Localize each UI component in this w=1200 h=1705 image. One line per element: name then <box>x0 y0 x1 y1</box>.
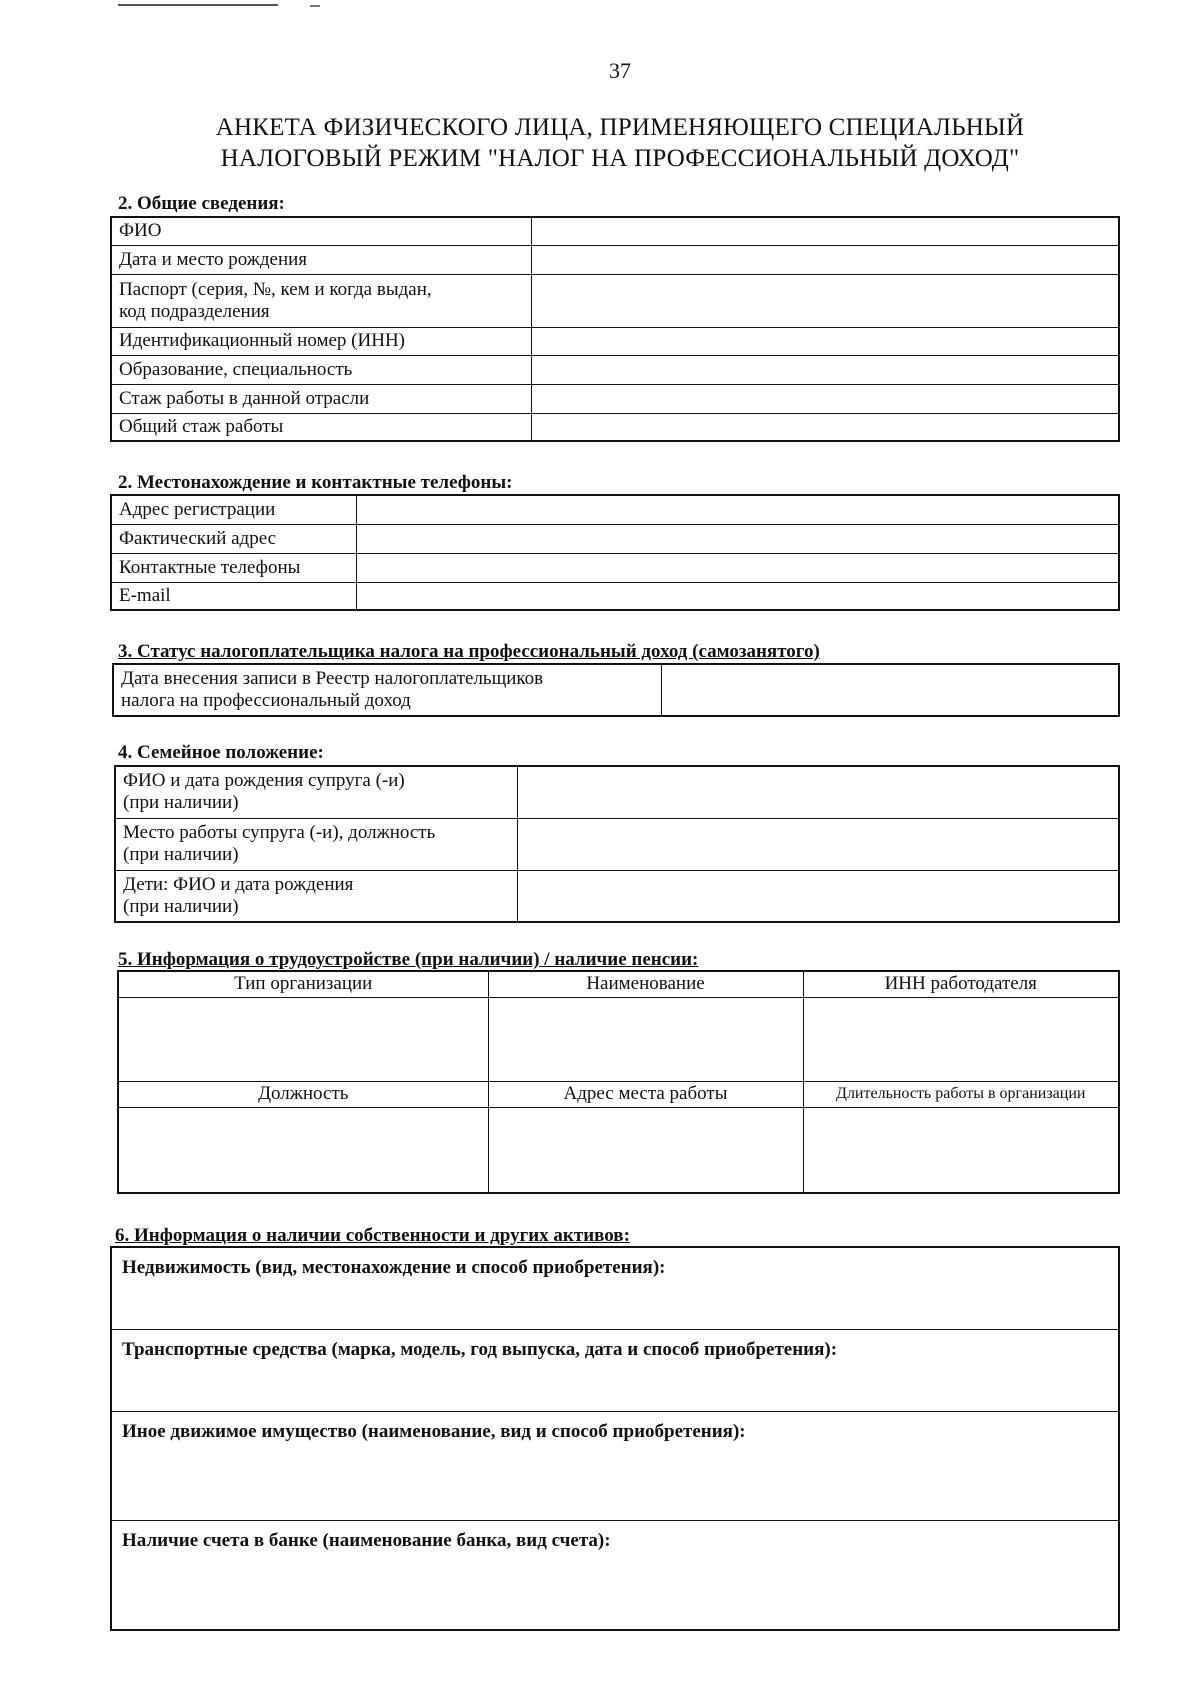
table-row <box>111 1247 1119 1329</box>
field-label: Общий стаж работы <box>111 413 531 441</box>
field-value[interactable] <box>356 524 1119 553</box>
field-label <box>111 274 531 327</box>
table-row <box>111 1520 1119 1630</box>
title-line: НАЛОГОВЫЙ РЕЖИМ "НАЛОГ НА ПРОФЕССИОНАЛЬНЫЙ ДОХОД" <box>220 145 1020 172</box>
page-number: 37 <box>609 58 631 83</box>
section-heading-status: 3. Статус налогоплательщика налога на профессиональный доход (самозанятого) <box>118 641 820 662</box>
field-value[interactable] <box>661 664 1119 716</box>
field-label: Дата и место рождения <box>111 245 531 274</box>
table-row <box>111 355 1119 384</box>
assets-table <box>110 1246 1120 1631</box>
asset-field[interactable]: Иное движимое имущество (наименование, вид и способ приобретения): <box>111 1411 1119 1520</box>
contacts-table <box>110 494 1120 611</box>
title-line: АНКЕТА ФИЗИЧЕСКОГО ЛИЦА, ПРИМЕНЯЮЩЕГО СПЕЦИАЛЬНЫЙ <box>215 114 1025 141</box>
table-row <box>118 1107 1119 1193</box>
column-header: Должность <box>118 1081 488 1107</box>
table-row <box>115 870 1119 922</box>
section-heading-family: 4. Семейное положение: <box>118 742 324 763</box>
table-row <box>111 384 1119 413</box>
field-label-line: Дата внесения записи в Реестр налогоплательщиков <box>121 668 544 689</box>
field-value[interactable] <box>531 355 1119 384</box>
asset-field[interactable]: Недвижимость (вид, местонахождение и способ приобретения): <box>111 1247 1119 1329</box>
field-label <box>115 818 517 870</box>
field-label: Идентификационный номер (ИНН) <box>111 327 531 355</box>
table-header-row <box>118 971 1119 997</box>
document-title <box>0 112 1200 174</box>
field-value[interactable] <box>531 327 1119 355</box>
table-row <box>111 245 1119 274</box>
field-value[interactable] <box>531 217 1119 245</box>
field-label-line: Паспорт (серия, №, кем и когда выдан, <box>119 278 432 300</box>
section-heading-assets: 6. Информация о наличии собственности и других активов: <box>115 1225 630 1246</box>
scan-artifact <box>118 4 278 6</box>
field-label: Фактический адрес <box>111 524 356 553</box>
field-label: Стаж работы в данной отрасли <box>111 384 531 413</box>
general-info-table <box>110 216 1120 442</box>
section-heading-general: 2. Общие сведения: <box>118 193 285 214</box>
field-value[interactable] <box>488 1107 803 1193</box>
table-header-row <box>118 1081 1119 1107</box>
field-value[interactable] <box>531 245 1119 274</box>
table-row <box>111 582 1119 610</box>
table-row <box>111 1329 1119 1411</box>
family-table <box>114 765 1120 923</box>
field-value[interactable] <box>517 766 1119 818</box>
field-label-line: ФИО и дата рождения супруга (-и) <box>123 770 405 792</box>
field-value[interactable] <box>517 870 1119 922</box>
table-row <box>111 524 1119 553</box>
field-value[interactable] <box>118 997 488 1081</box>
field-label-line: код подразделения <box>119 300 270 322</box>
field-value[interactable] <box>803 1107 1119 1193</box>
scan-artifact <box>310 5 320 7</box>
asset-field[interactable]: Наличие счета в банке (наименование банка, вид счета): <box>111 1520 1119 1630</box>
field-value[interactable] <box>517 818 1119 870</box>
asset-field[interactable]: Транспортные средства (марка, модель, год выпуска, дата и способ приобретения): <box>111 1329 1119 1411</box>
table-row <box>118 997 1119 1081</box>
field-value[interactable] <box>531 384 1119 413</box>
field-value[interactable] <box>531 274 1119 327</box>
column-header: Адрес места работы <box>488 1081 803 1107</box>
field-label-line: Место работы супруга (-и), должность <box>123 822 436 843</box>
field-label-line: (при наличии) <box>123 844 239 865</box>
section-heading-employment: 5. Информация о трудоустройстве (при наличии) / наличие пенсии: <box>118 949 699 970</box>
field-label-line: налога на профессиональный доход <box>121 690 411 711</box>
status-table <box>112 663 1120 717</box>
table-row <box>111 413 1119 441</box>
field-label <box>115 766 517 818</box>
table-row <box>111 1411 1119 1520</box>
column-header: Тип организации <box>118 971 488 997</box>
field-label: ФИО <box>111 217 531 245</box>
field-label-line: Дети: ФИО и дата рождения <box>123 873 354 895</box>
column-header: Наименование <box>488 971 803 997</box>
column-header: ИНН работодателя <box>803 971 1119 997</box>
field-value[interactable] <box>356 553 1119 582</box>
field-label <box>113 664 661 716</box>
field-value[interactable] <box>531 413 1119 441</box>
field-label: Адрес регистрации <box>111 495 356 524</box>
field-value[interactable] <box>356 495 1119 524</box>
field-value[interactable] <box>488 997 803 1081</box>
column-header: Длительность работы в организации <box>803 1081 1119 1107</box>
field-label: Образование, специальность <box>111 355 531 384</box>
field-label <box>115 870 517 922</box>
table-row <box>113 664 1119 716</box>
employment-table <box>117 970 1120 1194</box>
table-row <box>115 766 1119 818</box>
table-row <box>111 274 1119 327</box>
field-label-line: (при наличии) <box>123 792 239 814</box>
field-label-line: (при наличии) <box>123 895 239 917</box>
field-value[interactable] <box>356 582 1119 610</box>
field-label: E-mail <box>111 582 356 610</box>
field-value[interactable] <box>118 1107 488 1193</box>
table-row <box>115 818 1119 870</box>
field-label: Контактные телефоны <box>111 553 356 582</box>
table-row <box>111 327 1119 355</box>
section-heading-contacts: 2. Местонахождение и контактные телефоны: <box>118 472 513 493</box>
field-value[interactable] <box>803 997 1119 1081</box>
table-row <box>111 553 1119 582</box>
table-row <box>111 495 1119 524</box>
table-row <box>111 217 1119 245</box>
